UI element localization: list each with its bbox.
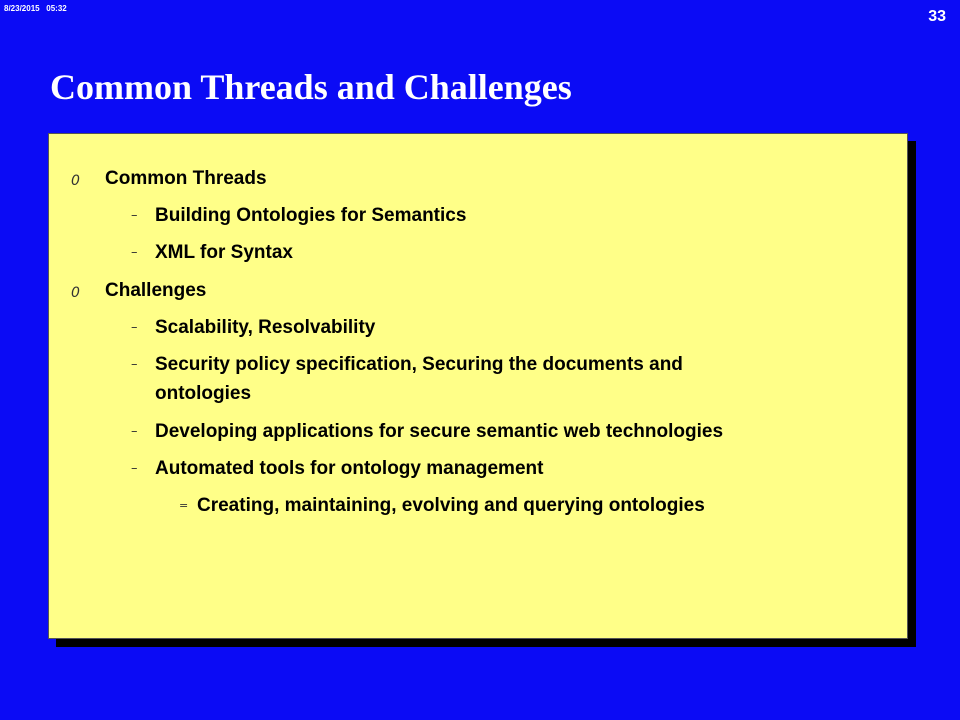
sub-item-text: Building Ontologies for Semantics [155,205,467,226]
dash-bullet-icon: – [131,208,138,223]
page-number: 33 [928,8,946,25]
dash-bullet-icon: – [131,424,138,439]
sub-item-text: ontologies [155,383,252,404]
sub-item-text: Developing applications for secure semantic web technologies [155,421,724,442]
bullet-circle-icon: 0 [71,173,80,189]
content-box [48,133,908,639]
date-time-stamp: 8/23/2015 05:32 [4,4,67,13]
sub-item-text: Security policy specification, Securing the documents and [155,354,683,375]
bullet-circle-icon: 0 [71,285,80,301]
dash-bullet-icon: – [131,245,138,260]
bullet-text: Common Threads [105,168,267,189]
dash-bullet-icon: – [131,357,138,372]
bullet-text: Challenges [105,280,207,301]
sub-sub-item-text: Creating, maintaining, evolving and querying ontologies [197,495,705,516]
equals-bullet-icon: = [179,499,189,512]
slide-title: Common Threads and Challenges [50,67,572,107]
sub-item-text: Scalability, Resolvability [155,317,376,338]
dash-bullet-icon: – [131,320,138,335]
dash-bullet-icon: – [131,461,138,476]
sub-item-text: Automated tools for ontology management [155,458,544,479]
sub-item-text: XML for Syntax [155,242,293,263]
